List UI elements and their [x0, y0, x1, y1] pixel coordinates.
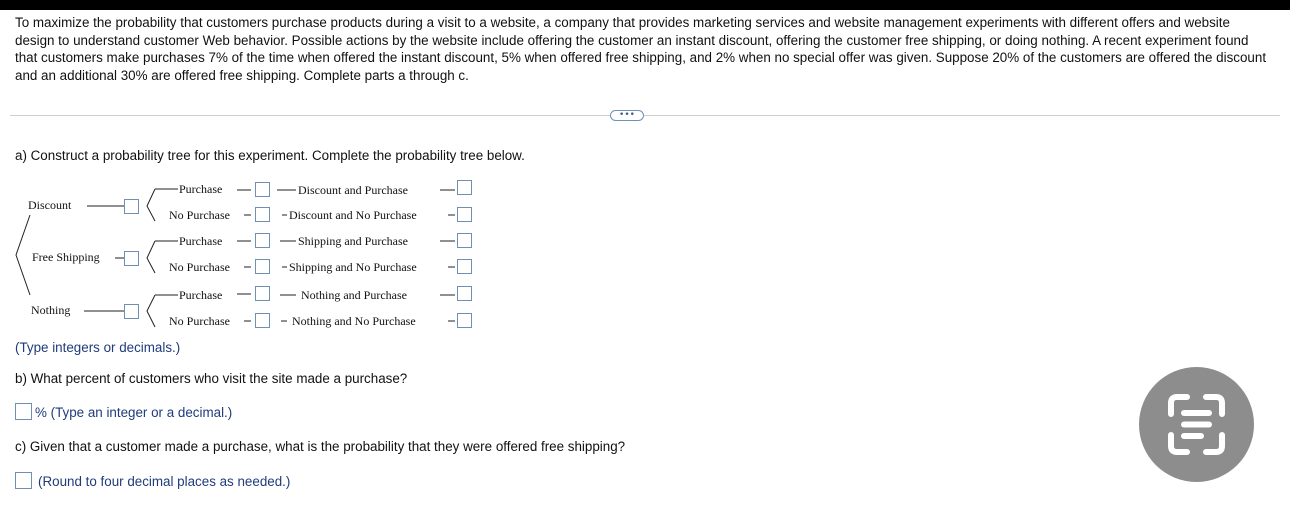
- nothing-purchase-label: Purchase: [179, 288, 223, 302]
- part-c-question: c) Given that a customer made a purchase, what is the probability that they were offered free shipping?: [15, 439, 626, 454]
- problem-statement: To maximize the probability that customers purchase products during a visit to a website, a company that provides marketing services and website management experiments with different offers and website design to understand customer Web behavior. Possible actions by the website include offering the customer an instant discount, offering the customer free shipping, or doing nothing. A recent experiment found that customers make purchases 7% of the time when offered the instant discount, 5% when offered free shipping, and 2% when no special offer was given. Suppose 20% of the customers are offered the discount and an additional 30% are offered free shipping. Complete parts a through c.: [15, 15, 1267, 83]
- section-divider: [10, 115, 1280, 116]
- root-branches: [16, 215, 30, 295]
- joint-label-shipping-purchase: Shipping and Purchase: [298, 234, 408, 248]
- joint-label-discount-no-purchase: Discount and No Purchase: [289, 208, 417, 222]
- discount-purchase-label: Purchase: [179, 182, 223, 196]
- joint-label-nothing-purchase: Nothing and Purchase: [301, 288, 407, 302]
- part-b-hint: % (Type an integer or a decimal.): [35, 405, 233, 420]
- text-scan-button[interactable]: [1139, 367, 1254, 482]
- p-discount-and-purchase-input[interactable]: [457, 180, 472, 195]
- discount-no-purchase-label: No Purchase: [169, 208, 230, 222]
- p-purchase-given-shipping-input[interactable]: [255, 233, 270, 248]
- p-nothing-and-no-purchase-input[interactable]: [457, 313, 472, 328]
- p-purchase-given-discount-input[interactable]: [255, 182, 270, 197]
- p-no-purchase-given-discount-input[interactable]: [255, 207, 270, 222]
- part-b-question: b) What percent of customers who visit the site made a purchase?: [15, 371, 408, 386]
- more-options-button[interactable]: •••: [610, 110, 644, 121]
- part-c-hint: (Round to four decimal places as needed.): [38, 474, 291, 489]
- joint-label-nothing-no-purchase: Nothing and No Purchase: [292, 314, 416, 328]
- p-no-purchase-given-shipping-input[interactable]: [255, 259, 270, 274]
- part-b-answer-input[interactable]: [15, 403, 32, 420]
- p-discount-and-no-purchase-input[interactable]: [457, 207, 472, 222]
- branch-label-nothing: Nothing: [31, 303, 71, 317]
- part-a-hint: (Type integers or decimals.): [15, 340, 181, 355]
- part-a-question: a) Construct a probability tree for this experiment. Complete the probability tree below.: [15, 148, 525, 163]
- joint-label-discount-purchase: Discount and Purchase: [298, 183, 408, 197]
- p-shipping-and-no-purchase-input[interactable]: [457, 259, 472, 274]
- shipping-no-purchase-label: No Purchase: [169, 260, 230, 274]
- branch-label-free-shipping: Free Shipping: [32, 250, 100, 264]
- discount-probability-input[interactable]: [124, 199, 139, 214]
- branch-label-discount: Discount: [28, 198, 72, 212]
- probability-tree: [0, 170, 500, 340]
- text-scan-icon: [1139, 367, 1254, 482]
- free-shipping-probability-input[interactable]: [124, 251, 139, 266]
- part-c-answer-input[interactable]: [15, 472, 32, 489]
- joint-label-shipping-no-purchase: Shipping and No Purchase: [289, 260, 417, 274]
- nothing-no-purchase-label: No Purchase: [169, 314, 230, 328]
- nothing-probability-input[interactable]: [124, 304, 139, 319]
- shipping-purchase-label: Purchase: [179, 234, 223, 248]
- p-shipping-and-purchase-input[interactable]: [457, 233, 472, 248]
- p-nothing-and-purchase-input[interactable]: [457, 286, 472, 301]
- p-no-purchase-given-nothing-input[interactable]: [255, 313, 270, 328]
- p-purchase-given-nothing-input[interactable]: [255, 286, 270, 301]
- top-bar: [0, 0, 1290, 10]
